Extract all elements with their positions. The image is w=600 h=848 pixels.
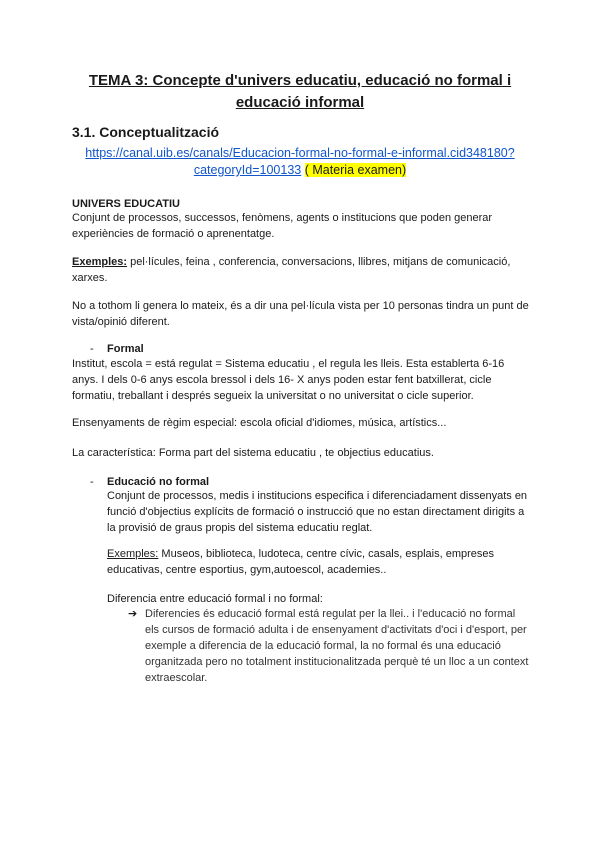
univers-examples — [72, 254, 532, 286]
special-regime-text: Ensenyaments de règim especial: escola oficial d'idiomes, música, artístics... — [72, 417, 447, 429]
formal-heading: Formal — [107, 343, 144, 355]
examples-label: Exemples: — [72, 256, 128, 268]
univers-definition: Conjunt de processos, successos, fenòmens, agents o institucions que poden generar experiències de formació o aprenentatge. — [72, 212, 493, 240]
formal-text: Institut, escola = está regulat = Sistema educatiu , el regula les lleis. Esta establerta 6-16 anys. I dels 0-6 anys escola bressol i dels 16- X anys poden estar fent batxillerat, cicle formatiu, treballant i després segueix la universitat o no universitat o cicle superior. — [72, 358, 505, 402]
difference-heading: Diferencia entre educació formal i no formal: — [107, 593, 323, 605]
no-formal-examples-label: Exemples: — [107, 548, 159, 560]
course-link[interactable]: https://canal.uib.es/canals/Educacion-formal-no-formal-e-informal.cid348180?categoryId=100133 — [85, 146, 515, 177]
arrow-icon: ➔ — [128, 608, 138, 620]
document-title: TEMA 3: Concepte d'univers educatiu, educació no formal i educació informal — [88, 72, 512, 111]
no-formal-examples — [107, 546, 532, 578]
no-formal-definition: Conjunt de processos, medis i institucions especifica i diferenciadament dissenyats en funció d'objectius explícits de formació o instrucció que no estan directament dirigits a la provisió de graus propis del sistema educatiu reglat. — [107, 490, 528, 534]
formal-bullet: - — [90, 343, 94, 355]
univers-heading: UNIVERS EDUCATIU — [72, 198, 180, 210]
formal-characteristic: La característica: Forma part del sistema educatiu , te objectius educatius. — [72, 447, 434, 459]
no-formal-heading: Educació no formal — [107, 476, 210, 488]
no-formal-bullet: - — [90, 476, 94, 488]
section-heading: 3.1. Conceptualització — [72, 124, 220, 140]
exam-note-highlight: ( Materia examen) — [304, 163, 407, 177]
link-block — [60, 145, 540, 179]
no-formal-examples-text: Museos, biblioteca, ludoteca, centre cívic, casals, esplais, empreses educativas, centre esportius, gym,autoescol, academies.. — [107, 548, 495, 576]
difference-text: Diferencies és educació formal está regulat per la llei.. i l'educació no formal els cursos de formació adulta i de ensenyament d'activitats d'oci i d'esport, per exemple a diferencia de la educació formal, la no formal és una educació organitzada pero no totalment institucionalitzada perquè té un lloc a un context extraescolar. — [145, 608, 529, 684]
examples-text: pel·lícules, feina , conferencia, conversacions, llibres, mitjans de comunicació, xarxes. — [72, 256, 511, 284]
univers-note: No a tothom li genera lo mateix, és a dir una pel·lícula vista per 10 personas tindra un punt de vista/opinió diferent. — [72, 300, 529, 328]
